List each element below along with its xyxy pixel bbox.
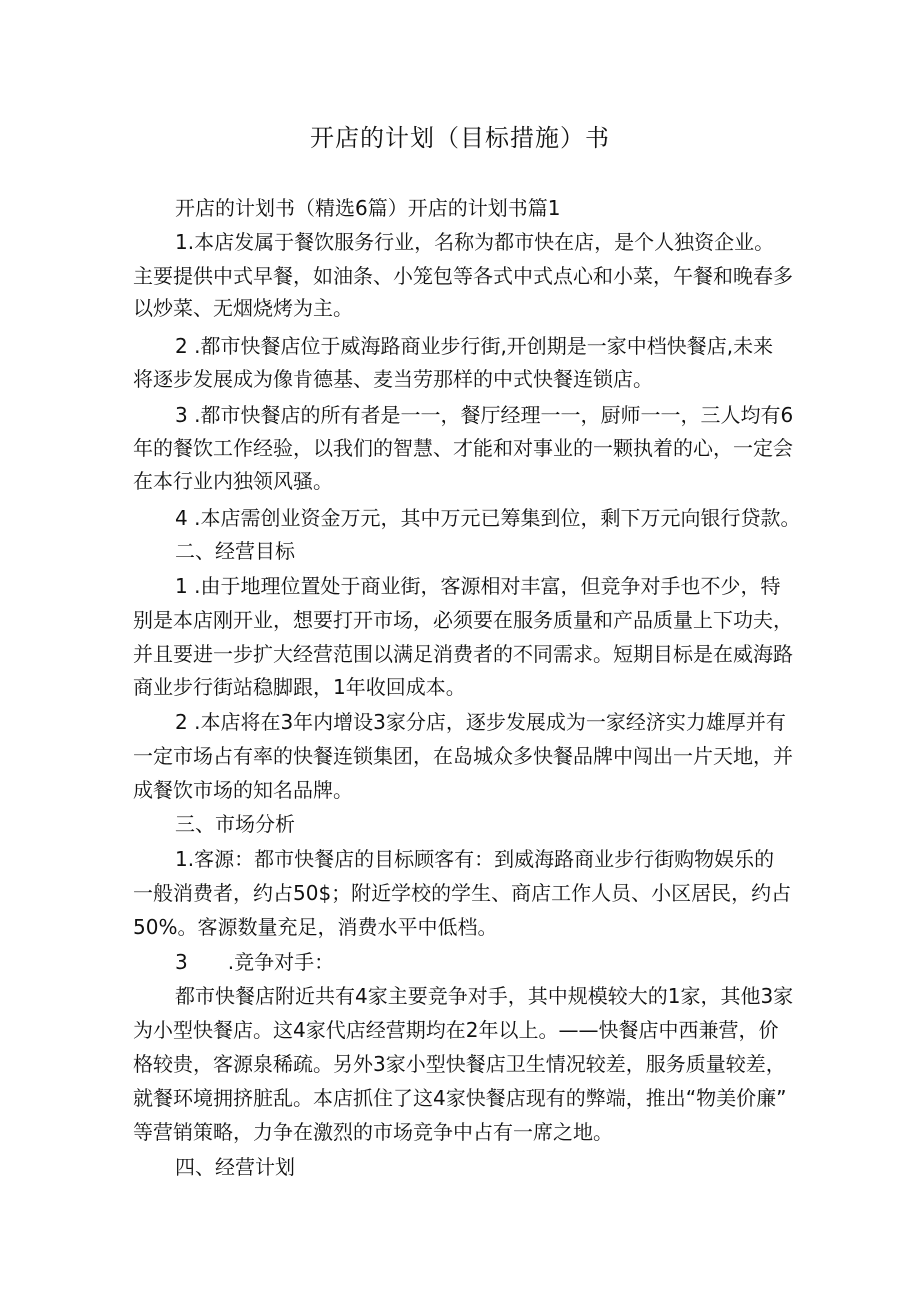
paragraph-line: 1.本店发属于餐饮服务行业，名称为都市快在店，是个人独资企业。 (175, 230, 775, 254)
paragraph-line: 一定市场占有率的快餐连锁集团，在岛城众多快餐品牌中闯出一片天地，并 (133, 744, 793, 768)
paragraph-line: 年的餐饮工作经验，以我们的智慧、才能和对事业的一颗执着的心，一定会 (133, 436, 793, 460)
paragraph-line: 将逐步发展成为像肯德基、麦当劳那样的中式快餐连锁店。 (133, 367, 653, 391)
section-heading: 三、市场分析 (175, 812, 295, 836)
paragraph-line: 格较贵，客源泉稀疏。另外3家小型快餐店卫生情况较差，服务质量较差， (133, 1052, 786, 1076)
paragraph-line: 并且要进一步扩大经营范围以满足消费者的不同需求。短期目标是在威海路 (133, 642, 793, 666)
paragraph-line: 都市快餐店附近共有4家主要竞争对手，其中规模较大的1家，其他3家 (175, 984, 794, 1008)
paragraph-line: 为小型快餐店。这4家代店经营期均在2年以上。——快餐店中西兼营，价 (133, 1018, 779, 1042)
paragraph-line: 以炒菜、无烟烧烤为主。 (133, 296, 353, 320)
paragraph-line: 4 .本店需创业资金万元，其中万元已筹集到位，剩下万元向银行贷款。 (175, 506, 801, 530)
paragraph-line: 在本行业内独领风骚。 (133, 469, 333, 493)
paragraph-line: 成餐饮市场的知名品牌。 (133, 778, 353, 802)
paragraph-line: 一般消费者，约占50$；附近学校的学生、商店工作人员、小区居民，约占 (133, 881, 792, 905)
paragraph-line: 1.客源：都市快餐店的目标顾客有：到威海路商业步行街购物娱乐的 (175, 847, 775, 871)
paragraph-line: 主要提供中式早餐，如油条、小笼包等各式中式点心和小菜，午餐和晚春多 (133, 264, 793, 288)
paragraph-line: 2 .都市快餐店位于威海路商业步行街,开创期是一家中档快餐店,未来 (175, 334, 774, 358)
paragraph-line: 1 .由于地理位置处于商业街，客源相对丰富，但竞争对手也不少，特 (175, 574, 781, 598)
paragraph-line: 别是本店刚开业，想要打开市场，必须要在服务质量和产品质量上下功夫， (133, 608, 793, 632)
subheading-line: 3 .竞争对手： (175, 950, 335, 974)
paragraph-line: 等营销策略，力争在激烈的市场竞争中占有一席之地。 (133, 1120, 613, 1144)
paragraph-line: 2 .本店将在3年内增设3家分店，逐步发展成为一家经济实力雄厚并有 (175, 710, 786, 734)
document-title: 开店的计划（目标措施）书 (310, 124, 610, 152)
section-heading: 二、经营目标 (175, 539, 295, 563)
paragraph-line: 就餐环境拥挤脏乱。本店抓住了这4家快餐店现有的弊端，推出“物美价廉” (133, 1086, 787, 1110)
paragraph-line: 商业步行街站稳脚跟，1年收回成本。 (133, 675, 466, 699)
paragraph-line: 50%。客源数量充足，消费水平中低档。 (133, 915, 498, 939)
paragraph-line: 3 .都市快餐店的所有者是一一，餐厅经理一一，厨师一一，三人均有6 (175, 403, 794, 427)
intro-line: 开店的计划书（精选6篇）开店的计划书篇1 (175, 196, 561, 220)
section-heading: 四、经营计划 (175, 1155, 295, 1179)
